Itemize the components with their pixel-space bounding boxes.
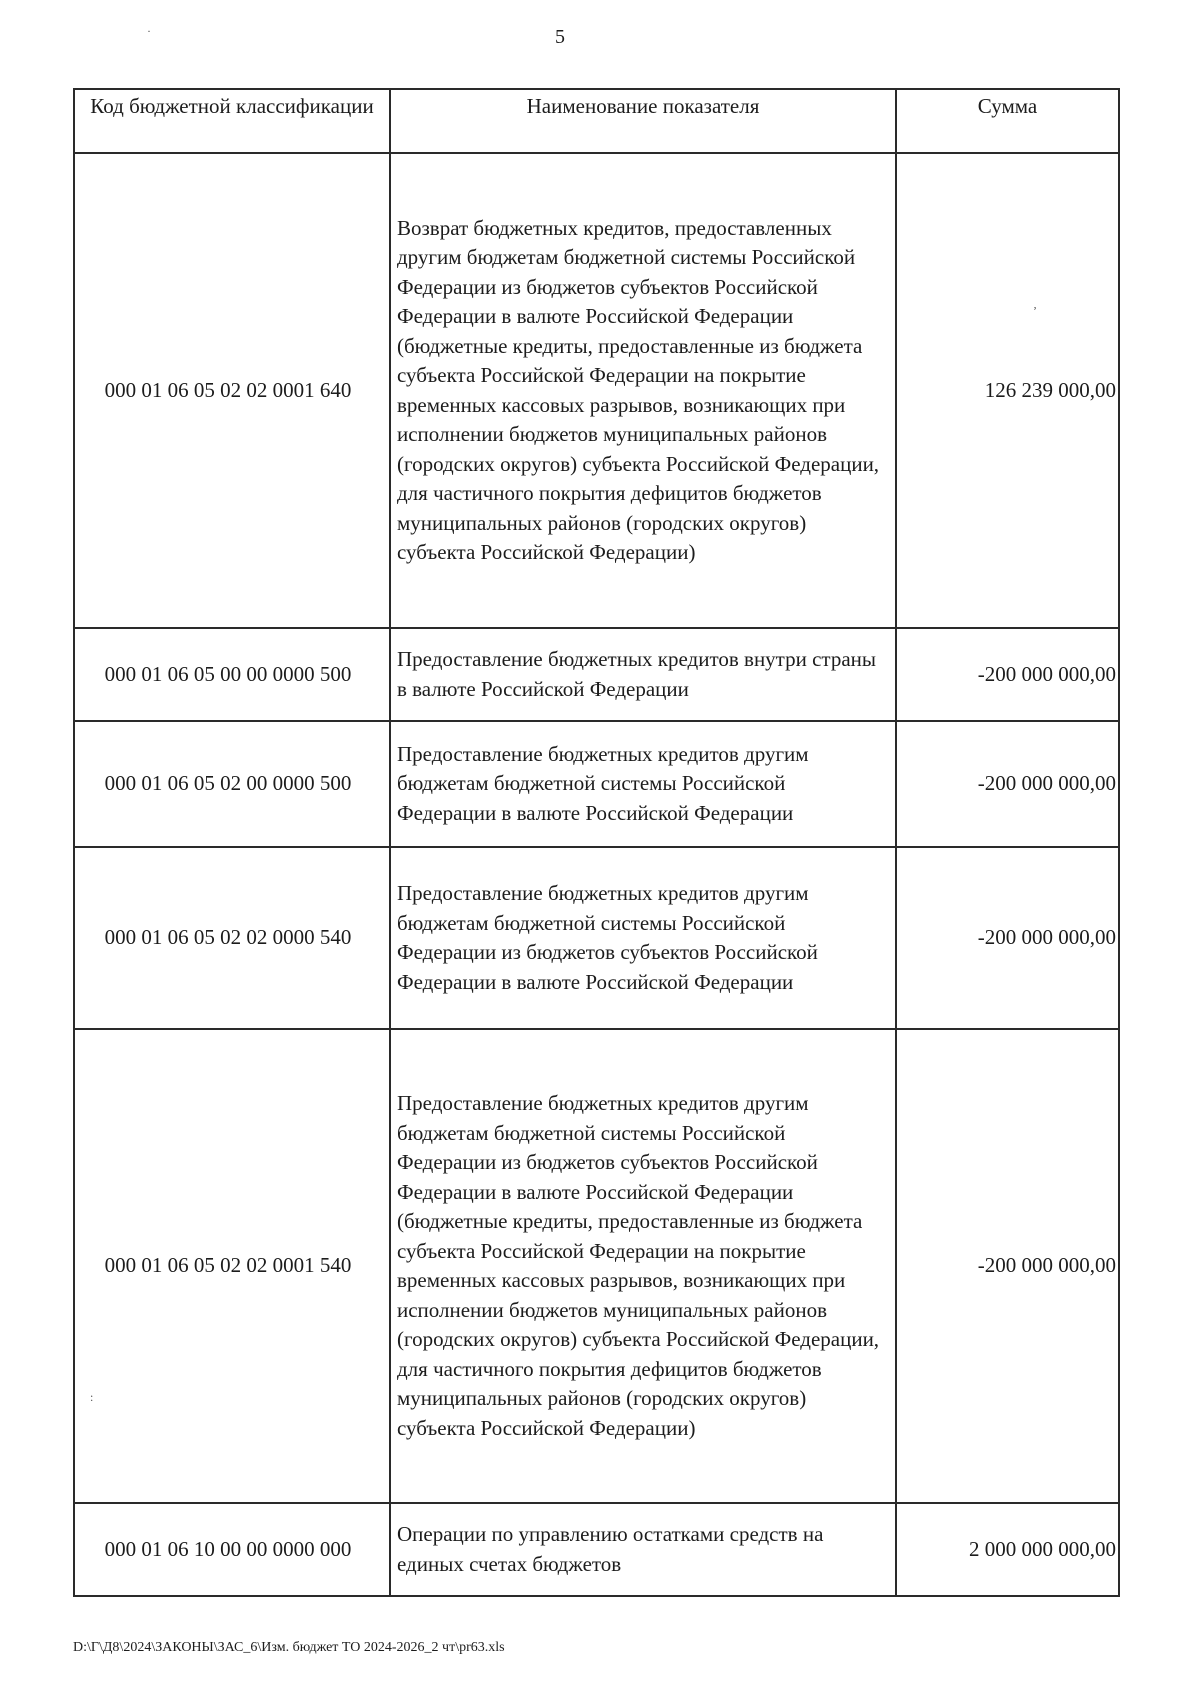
row-sum: 2 000 000 000,00 — [896, 1503, 1119, 1596]
row-sum: -200 000 000,00 — [896, 721, 1119, 847]
header-code: Код бюджетной классификации — [74, 89, 390, 153]
row-code: 000 01 06 05 02 02 0001 640 — [74, 153, 390, 628]
row-sum: -200 000 000,00 — [896, 847, 1119, 1029]
budget-table — [73, 88, 1120, 1597]
table-row — [74, 628, 1119, 721]
scan-speck: · — [147, 24, 151, 38]
row-name: Предоставление бюджетных кредитов другим бюджетам бюджетной системы Российской Федерации из бюджетов субъектов Российской Федерации в валюте Российской Федерации — [390, 847, 896, 1029]
table-row — [74, 153, 1119, 628]
row-name: Возврат бюджетных кредитов, предоставленных другим бюджетам бюджетной системы Российской Федерации из бюджетов субъектов Российской Федерации в валюте Российской Федерации (бюджетные кредиты, предоставленные из бюджета субъекта Российской Федерации на покрытие временных кассовых разрывов, возникающих при исполнении бюджетов муниципальных районов (городских округов) субъекта Российской Федерации, для частичного покрытия дефицитов бюджетов муниципальных районов (городских округов) субъекта Российской Федерации) — [390, 153, 896, 628]
row-code: 000 01 06 05 00 00 0000 500 — [74, 628, 390, 721]
row-sum: 126 239 000,00 — [896, 153, 1119, 628]
row-code: 000 01 06 10 00 00 0000 000 — [74, 1503, 390, 1596]
row-name: Предоставление бюджетных кредитов внутри страны в валюте Российской Федерации — [390, 628, 896, 721]
file-path-footer: D:\Г\Д8\2024\ЗАКОНЫ\ЗАС_6\Изм. бюджет ТО 2024-2026_2 чт\рr63.xls — [73, 1640, 505, 1655]
table-header-row — [74, 89, 1119, 153]
header-sum: Сумма — [896, 89, 1119, 153]
row-name: Операции по управлению остатками средств на единых счетах бюджетов — [390, 1503, 896, 1596]
scan-speck: ʼ — [1033, 304, 1037, 318]
table-row — [74, 1503, 1119, 1596]
table-row — [74, 847, 1119, 1029]
table-row — [74, 721, 1119, 847]
row-name: Предоставление бюджетных кредитов другим бюджетам бюджетной системы Российской Федерации в валюте Российской Федерации — [390, 721, 896, 847]
row-code: 000 01 06 05 02 02 0000 540 — [74, 847, 390, 1029]
header-name: Наименование показателя — [390, 89, 896, 153]
table-row — [74, 1029, 1119, 1503]
scan-speck: : — [90, 1390, 94, 1404]
row-code: 000 01 06 05 02 02 0001 540 — [74, 1029, 390, 1503]
page-number: 5 — [555, 26, 565, 48]
row-name: Предоставление бюджетных кредитов другим бюджетам бюджетной системы Российской Федерации из бюджетов субъектов Российской Федерации в валюте Российской Федерации (бюджетные кредиты, предоставленные из бюджета субъекта Российской Федерации на покрытие временных кассовых разрывов, возникающих при исполнении бюджетов муниципальных районов (городских округов) субъекта Российской Федерации, для частичного покрытия дефицитов бюджетов муниципальных районов (городских округов) субъекта Российской Федерации) — [390, 1029, 896, 1503]
row-sum: -200 000 000,00 — [896, 628, 1119, 721]
row-code: 000 01 06 05 02 00 0000 500 — [74, 721, 390, 847]
row-sum: -200 000 000,00 — [896, 1029, 1119, 1503]
